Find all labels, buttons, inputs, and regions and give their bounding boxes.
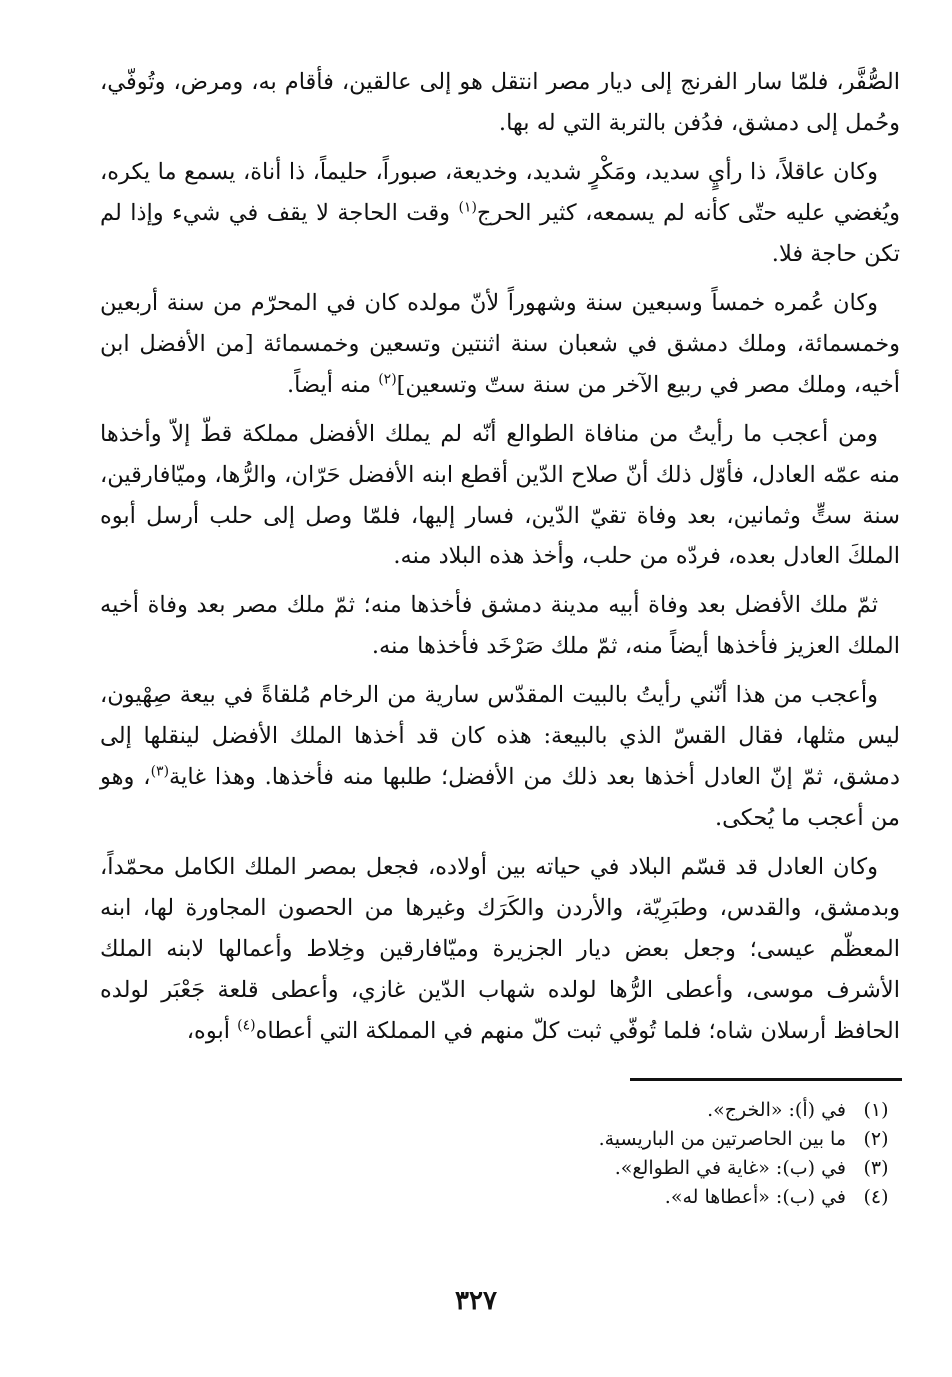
main-text	[100, 62, 900, 1060]
footnote-text: في (ب): «غاية في الطوالع».	[614, 1157, 846, 1179]
footnote	[82, 1154, 902, 1183]
paragraph-text: وأعجب من هذا أنّني رأيتُ بالبيت المقدّس سارية من الرخام مُلقاةً في بيعة صِهْيون، ليس مثلها، فقال القسّ الذي بالبيعة: هذه كان قد أخذها الملك الأفضل لينقلها إلى دمشق، ثمّ إنّ العادل أخذها بعد ذلك من الأفضل؛ طلبها منه فأخذها. وهذا غاية	[100, 682, 900, 791]
paragraph-text: وقت الحاجة لا يقف في شيء وإذا لم تكن حاجة فلا.	[100, 199, 900, 267]
footnotes	[82, 1096, 902, 1212]
paragraph-text: منه أيضاً.	[286, 371, 379, 398]
footnote-number: (١)	[863, 1099, 889, 1121]
paragraph-text: ثمّ ملك الأفضل بعد وفاة أبيه مدينة دمشق فأخذها منه؛ ثمّ ملك مصر بعد وفاة أخيه الملك العزيز فأخذها أيضاً منه، ثمّ ملك صَرْخَد فأخذها منه.	[100, 592, 900, 660]
paragraph-text: أبوه،	[186, 1017, 238, 1044]
paragraph-text: الصُّفَّر، فلمّا سار الفرنج إلى ديار مصر انتقل هو إلى عالقين، فأقام به، ومرض، وتُوفّي، وحُمل إلى دمشق، فدُفن بالتربة التي له بها.	[100, 69, 900, 136]
footnote-number: (٤)	[863, 1186, 889, 1208]
footnote-marker: (٤)	[237, 1017, 256, 1034]
footnote	[82, 1183, 902, 1212]
footnote-marker: (٢)	[378, 371, 397, 388]
paragraph	[100, 283, 900, 406]
paragraph	[100, 62, 900, 144]
footnote-text: في (أ): «الخرج».	[707, 1099, 846, 1121]
footnote	[82, 1096, 902, 1125]
paragraph	[100, 585, 900, 667]
paragraph-text: وكان العادل قد قسّم البلاد في حياته بين أولاده، فجعل بمصر الملك الكامل محمّداً، وبدمشق، والقدس، وطبَرِيّة، والأردن والكَرَك وغيرها من الحصون المجاورة لها، ابنه المعظّم عيسى؛ وجعل بعض ديار الجزيرة وميّافارقين وخِلاط وأعمالها لابنه الملك الأشرف موسى، وأعطى الرُّها لولده شهاب الدّين غازي، وأعطى قلعة جَعْبَر لولده الحافظ أرسلان شاه؛ فلما تُوفّي ثبت كلّ منهم في المملكة التي أعطاه	[100, 854, 900, 1044]
paragraph-text: ومن أعجب ما رأيتُ من منافاة الطوالع أنّه لم يملك الأفضل مملكة قطّ إلاّ وأخذها منه عمّه العادل، فأوّل ذلك أنّ صلاح الدّين أقطع ابنه الأفضل حَرّان، والرُّها، وميّافارقين، سنة ستٍّ وثمانين، بعد وفاة تقيّ الدّين، فسار إليها، فلمّا وصل إلى حلب أرسل أبوه الملكَ العادل بعده، فردّه من حلب، وأخذ هذه البلاد منه.	[100, 420, 900, 570]
footnote-marker: (١)	[458, 199, 477, 216]
paragraph-text: وكان عاقلاً، ذا رأيٍ سديد، ومَكْرٍ شديد، وخديعة، صبوراً، حليماً، ذا أناة، يسمع ما يكره، ويُغضي عليه حتّى كأنه لم يسمعه، كثير الحرج	[100, 158, 900, 226]
footnote-text: في (ب): «أعطاها له».	[664, 1186, 846, 1208]
footnote-text: ما بين الحاصرتين من الباريسية.	[598, 1128, 846, 1150]
footnote-number: (٢)	[863, 1128, 889, 1150]
footnote	[82, 1125, 902, 1154]
footnote-marker: (٣)	[150, 763, 170, 780]
footnote-number: (٣)	[863, 1157, 889, 1179]
paragraph	[100, 152, 900, 275]
paragraph-text: وكان عُمره خمساً وسبعين سنة وشهوراً لأنّ مولده كان في المحرّم من سنة أربعين وخمسمائة، وملك دمشق في شعبان سنة اثنتين وتسعين وخمسمائة [من الأفضل ابن أخيه، وملك مصر في ربيع الآخر من سنة ستّ وتسعين]	[100, 289, 900, 398]
paragraph-text: ، وهو من أعجب ما يُحكى.	[100, 764, 900, 832]
paragraph	[100, 675, 900, 839]
footnote-separator	[630, 1078, 902, 1081]
page-number: ٣٢٧	[455, 1286, 497, 1316]
paragraph	[100, 414, 900, 578]
paragraph	[100, 847, 900, 1052]
